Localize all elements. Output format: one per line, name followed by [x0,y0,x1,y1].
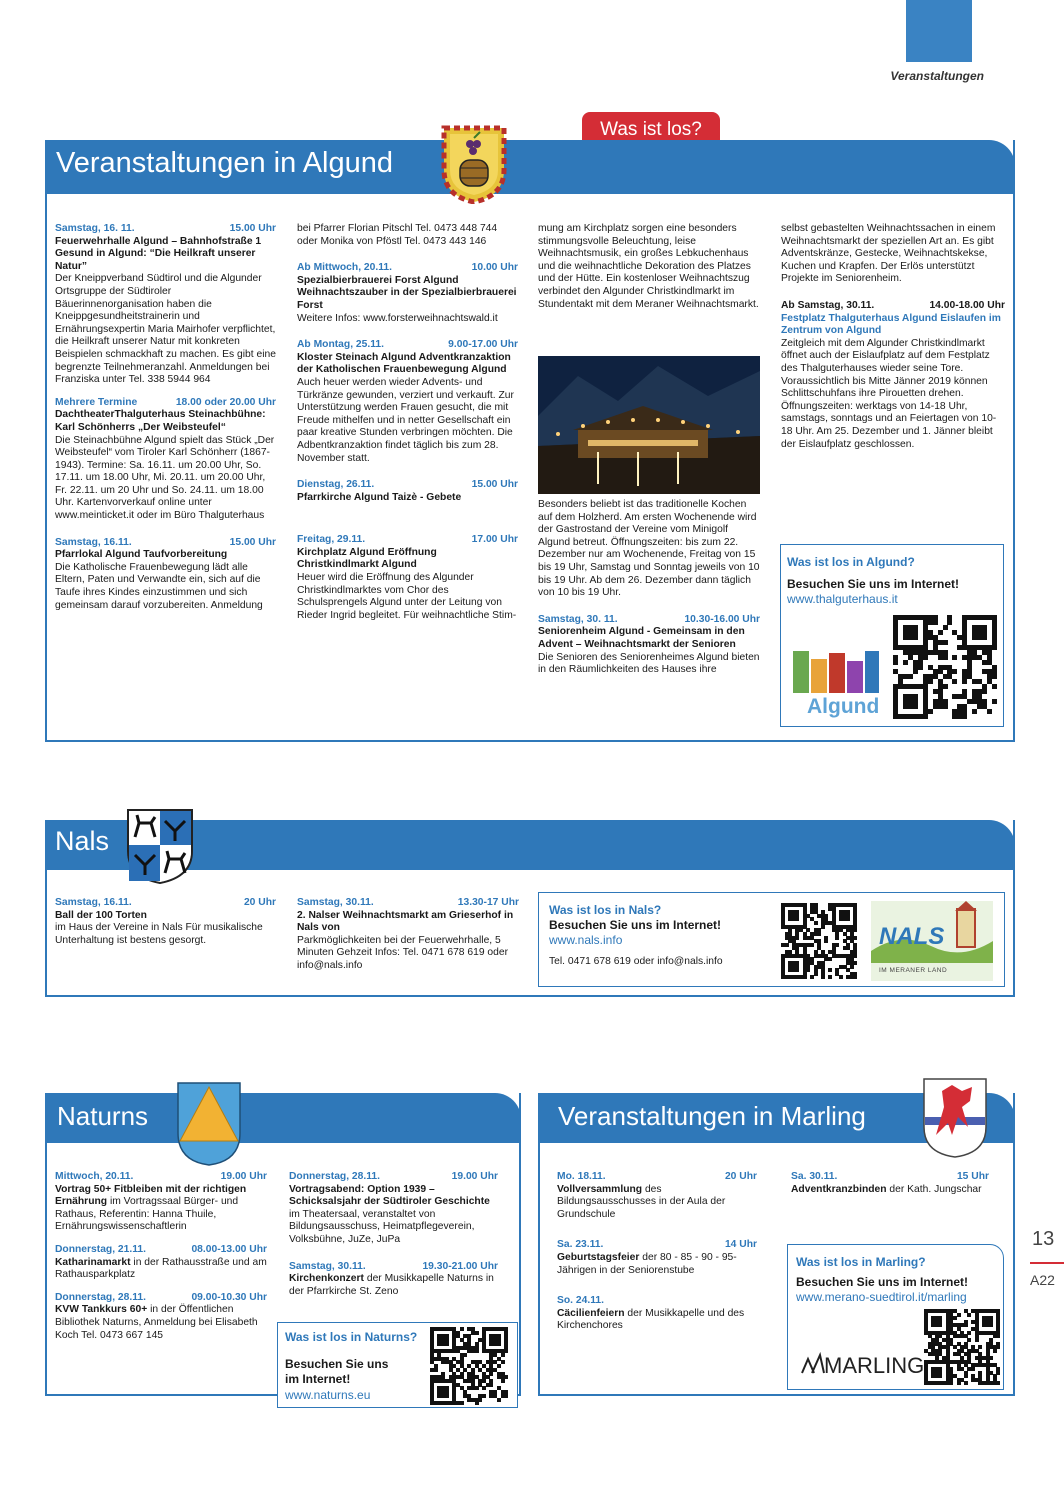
qr-module [975,1338,979,1342]
event-heading: Feuerwehrhalle Algund – Bahnhofstraße 1 Gesund in Algund: “Die Heilkraft unserer Natur” [55,235,262,272]
qr-module [463,1353,467,1357]
info-url-link[interactable]: www.nals.info [549,933,623,947]
qr-module [938,1323,942,1327]
qr-module [475,1386,479,1390]
event-heading: Pfarrlokal Algund Taufvorbereitung [55,549,228,561]
naturns-column-1 [55,1171,267,1352]
qr-module [913,669,918,674]
qr-module [913,704,918,709]
event-body: in der Rathausstraße und am Rathausparkplatz [55,1256,267,1281]
qr-module [853,936,857,940]
event-date: Samstag, 16.11. [55,536,132,548]
naturns-column-2 [289,1171,498,1308]
qr-module [938,1374,942,1378]
event-date: Samstag, 16. 11. [55,223,135,234]
qr-module [501,1379,505,1383]
event-date: Ab Montag, 25.11. [297,339,384,351]
event-body: der 80 - 85 - 90 - 95-Jährigen in der Seniorenstube [557,1251,737,1276]
qr-module [943,640,948,645]
nals-logo [871,901,993,981]
naturns-title: Naturns [57,1101,149,1131]
algund-info-box [780,544,1004,727]
qr-module [835,936,839,940]
qr-module [964,1374,968,1378]
qr-module [497,1364,501,1368]
event-time: 10.30-16.00 Uhr [684,613,760,625]
qr-module [839,975,843,979]
qr-module [993,1349,997,1353]
event-time: 13.30-17 Uhr [457,897,519,908]
event-date: Donnerstag, 28.11. [289,1171,380,1182]
info-subtitle: Besuchen Sie uns im Internet! [787,577,960,591]
qr-module [504,1394,508,1398]
event-heading: Cäcilienfeiern [557,1307,625,1319]
qr-module [967,1338,971,1342]
event-time: 17.00 Uhr [471,534,518,546]
event-heading: Kirchplatz Algund Eröffnung Christkindlmarkt Algund [297,546,437,571]
qr-module [501,1353,505,1357]
event-time: 15 Uhr [956,1171,989,1182]
event-heading: Vortrag 50+ Fitbleiben mit der richtigen Ernährung [55,1183,247,1208]
event-date: Dienstag, 26.11. [297,479,375,491]
algund-column-3-lower [538,499,760,687]
event-date: Samstag, 30. 11. [538,613,618,625]
event-body: mung am Kirchplatz sorgen eine besonders stimmungsvolle Beleuchtung, leise Weihnachtsmusik, ein großes Lebkuchenhaus und die weihnachtliche Dekoration des Platzes und der Hütte. Ein kostenloser Weihnachtszug verbindet den Algunder Christkindlmarkt im Stundentakt mit dem Meraner Weihnachtsmarkt. [538,223,759,310]
event-body: Die Steinachbühne Algund spielt das Stück „Der Weibsteufel“ vom Tiroler Karl Schönherr (1867-1943). Termine: Sa. 16.11. um 20.00 Uhr, So. 17.11. um 18.00 Uhr, Mi. 20.11. um 20.00 Uhr, Fr. 22.11. um 20 Uhr und So. 24.11. um 18.00 Uhr. Kartenvorverkauf online unter www.meinticket.it oder im Büro Thalguterhaus [55,434,275,522]
qr-module [504,1375,508,1379]
qr-module [982,689,987,694]
algund-column-1 [55,223,276,622]
qr-module [893,660,898,665]
qr-module [996,1334,1000,1338]
qr-module [460,1327,464,1331]
qr-module [460,1401,464,1405]
event-heading: Katharinamarkt [55,1256,131,1268]
qr-module [482,1386,486,1390]
algund-title: Veranstaltungen in Algund [56,147,393,179]
qr-module [989,1356,993,1360]
qr-module [835,943,839,947]
qr-module [795,917,799,921]
qr-module [953,1316,957,1320]
event-date: So. 24.11. [557,1295,604,1307]
marling-logo-text: MARLING [824,1353,925,1378]
qr-module [785,943,789,947]
qr-module [964,1323,968,1327]
qr-module [846,917,850,921]
page-code: A22 [1030,1272,1055,1288]
qr-module [992,699,997,704]
qr-module [938,630,943,635]
algund-logo-text: Algund [807,695,880,718]
event-heading: Vollversammlung [557,1183,643,1195]
qr-module [824,939,828,943]
qr-module [489,1372,493,1376]
event-heading: Ball der 100 Torten [55,909,147,921]
event-heading: Seniorenheim Algund - Gemeinsam in den Advent – Weihnachtsmarkt der Senioren [538,626,745,650]
qr-module [952,669,957,674]
event-heading: Vortragsabend: Option 1939 – Schicksalsjahr der Südtiroler Geschichte [289,1183,490,1208]
qr-module [928,679,933,684]
qr-module [821,925,825,929]
event-time: 10.00 Uhr [471,262,518,274]
page-divider [1030,1262,1064,1264]
qr-module [853,961,857,965]
qr-module [501,1360,505,1364]
qr-module [810,943,814,947]
qr-module [949,1381,953,1385]
qr-module [982,635,987,640]
event-body: in der Öffentlichen Bibliothek Naturns, Anmeldung bei Elisabeth Koch Tel. 0473 667 145 [55,1304,258,1341]
algund-qr-code [893,615,997,721]
event-body: der Kath. Jungschar [889,1183,982,1195]
nals-logo-subtext: IM MERANER LAND [879,967,948,974]
naturns-crest-icon [176,1081,242,1167]
qr-module [947,620,952,625]
event-heading: Kloster Steinach Algund Adventkranzaktion der Katholischen Frauenbewegung Algund [297,351,511,376]
event-body: Weitere Infos: www.forsterweihnachtswald.it [297,312,498,324]
qr-module [943,625,948,630]
qr-module [806,968,810,972]
info-subtitle: Besuchen Sie uns im Internet! [796,1275,969,1289]
qr-module [828,968,832,972]
qr-module [478,1398,482,1402]
qr-module [943,655,948,660]
qr-module [971,1367,975,1371]
event-body: Heuer wird die Eröffnung des Algunder Christkindlmarktes vom Chor des Schulsprengels Algund unter der Leitung von Rieder Ingrid begleitet. Für weihnachtliche Stim- [297,572,517,621]
qr-module [497,1342,501,1346]
qr-module [957,1313,961,1317]
event-heading: Kirchenkonzert [289,1273,364,1285]
qr-module [853,954,857,958]
event-heading: Adventkranzbinden [791,1183,887,1195]
qr-module [978,1345,982,1349]
algund-column-2 [297,223,518,632]
event-body: Die Katholische Frauenbewegung lädt alle Eltern, Paten und Verwandte ein, sich auf die Taufe ihres Kindes einzustimmen und sich gemeinsam darauf vorzubereiten. Anmeldung [55,561,263,611]
info-title: Was ist los in Naturns? [285,1330,418,1344]
algund-crest-icon [440,124,508,204]
qr-module [943,684,948,689]
qr-module [803,975,807,979]
qr-module [952,679,957,684]
event-body: selbst gebastelten Weihnachtssachen in einem Weihnachtsmarkt der speziellen Art an. Es gibt Adventskränze, Gestecke, Weihnachtskekse, Kuchen und Krapfen. Der Erlös unterstützt Projekte im Seniorenheim. [781,223,996,285]
qr-module [967,1331,971,1335]
info-title: Was ist los in Marling? [796,1255,926,1269]
qr-module [817,932,821,936]
event-body: im Theatersaal, veranstaltet von Bildungsausschuss, Heimatpflegeverein, Volksbühne, JuZe, JuPa [289,1208,475,1245]
event-time: 14.00-18.00 Uhr [929,299,1005,311]
qr-module [850,965,854,969]
event-body: im Vortragssaal Bürger- und Rathaus, Referentin: Hanna Thuile, Ernährungswissenschaftlerin [55,1196,239,1233]
event-heading: 2. Nalser Weihnachtsmarkt am Grieserhof in Nals von [297,909,514,934]
qr-module [795,936,799,940]
event-time: 09.00-10.30 Uhr [191,1291,267,1303]
event-time: 14 Uhr [724,1239,757,1251]
event-body: Zeitgleich mit dem Algunder Christkindlmarkt öffnet auch der Eislaufplatz auf dem Festplatz des Thalguterhauses wieder seine Tore. Voraussichtlich bis Mitte Jänner 2019 können Schlittschuhfans ihre Pirouetten drehen. Öffnungszeiten: werktags von 14-18 Uhr, samstags, sonntags und an Feiertagen von 10-18 Uhr. Am 25. Dezember und 1. Jänner bleibt der Eislaufplatz geschlossen. [781,337,997,450]
event-date: Mo. 18.11. [557,1171,606,1182]
qr-module [445,1394,449,1398]
algund-column-4 [781,223,1005,461]
event-heading: Pfarrkirche Algund Taizè - Gebete [297,491,462,503]
nals-crest-icon [125,807,195,885]
qr-module [828,957,832,961]
event-date: Samstag, 16.11. [55,897,132,908]
event-body: Besonders beliebt ist das traditionelle Kochen auf dem Holzherd. Am ersten Wochenende wird der Gastrostand der Vereine vom Minigolf Algund betreut. Öffnungszeiten: bis zum 22. Dezember nur am Wochenende, Freitag von 15 bis 19 Uhr, Samstag und Sonntag jeweils von 10 bis 19 Uhr. Ab dem 26. Dezember dann täglich von 10 bis 19 Uhr. [538,499,760,599]
marling-crest-icon [922,1077,988,1159]
event-time: 18.00 oder 20.00 Uhr [175,396,276,408]
qr-module [908,674,913,679]
event-time: 15.00 Uhr [471,479,518,491]
qr-module [475,1401,479,1405]
event-date: Ab Mittwoch, 20.11. [297,262,392,274]
info-subtitle: Besuchen Sie uns im Internet! [285,1357,389,1386]
event-date: Sa. 23.11. [557,1239,604,1251]
info-url-link[interactable]: www.naturns.eu [285,1388,371,1402]
event-body: Der Kneippverband Südtirol und die Algunder Ortsgruppe der Südtiroler Bäuerinnenorganisation haben die Kneippgesundheitstrainerin und Ernährungsexpertin Maria Mairhofer verpflichtet, die Heilkraft unserer Natur mit konkreten Beispielen schmackhaft zu machen. Es gibt eine begrenzte Teilnehmeranzahl. Anmeldungen bei Franziska unter Tel. 338 5944 964 [55,273,276,386]
event-time: 15.00 Uhr [229,536,276,548]
event-time: 19.30-21.00 Uhr [422,1260,498,1272]
qr-module [918,665,923,670]
qr-module [853,975,857,979]
page-number: 13 [1032,1228,1055,1250]
naturns-info-box [277,1322,518,1408]
nals-title: Nals [55,826,110,856]
marling-info-box [787,1244,1004,1390]
qr-module [962,714,967,719]
event-date: Donnerstag, 21.11. [55,1243,146,1255]
qr-module [482,1394,486,1398]
info-title: Was ist los in Algund? [787,555,915,569]
qr-module [992,645,997,650]
event-date: Samstag, 30.11. [289,1260,366,1272]
event-time: 19.00 Uhr [451,1171,498,1182]
qr-module [928,709,933,714]
qr-module [992,684,997,689]
marling-column-2 [791,1171,989,1196]
qr-module [987,709,992,714]
qr-module [962,679,967,684]
nals-info-box [538,892,1005,987]
qr-module [853,928,857,932]
qr-module [972,709,977,714]
qr-module [795,968,799,972]
marling-title: Veranstaltungen in Marling [558,1101,866,1131]
qr-module [943,704,948,709]
event-date: Samstag, 30.11. [297,897,374,908]
info-subtitle: Besuchen Sie uns im Internet! [549,918,722,932]
christkindlmarkt-photo [538,356,760,494]
event-body: Die Senioren des Seniorenheimes Algund bieten in den Räumlichkeiten des Hauses ihre [538,651,760,676]
qr-module [445,1342,449,1346]
event-time: 20 Uhr [724,1171,757,1182]
qr-module [923,655,928,660]
qr-module [996,1345,1000,1349]
event-date: Sa. 30.11. [791,1171,838,1182]
event-time: 20 Uhr [243,897,276,908]
info-url-link[interactable]: www.thalguterhaus.it [787,592,898,606]
event-heading: Geburtstagsfeier [557,1251,640,1263]
qr-module [923,714,928,719]
event-date: Ab Samstag, 30.11. [781,299,875,311]
qr-module [434,1368,438,1372]
qr-module [475,1331,479,1335]
qr-module [504,1349,508,1353]
nals-column-1 [55,897,276,947]
event-body: bei Pfarrer Florian Pitschl Tel. 0473 448 744 oder Monika von Pföstl Tel. 0473 443 146 [297,223,498,247]
qr-module [497,1398,501,1402]
qr-module [989,1323,993,1327]
naturns-qr-code [430,1327,514,1405]
qr-module [814,921,818,925]
event-date: Donnerstag, 28.11. [55,1291,146,1303]
was-ist-los-bubble: Was ist los? [582,112,720,148]
event-heading: DachtheaterThalguterhaus Steinachbühne: Karl Schönherrs „Der Weibsteufel“ [55,409,266,433]
qr-module [964,1381,968,1385]
event-body: der Musikkapelle Naturns in der Pfarrkirche St. Zeno [289,1273,494,1297]
info-url-link[interactable]: www.merano-suedtirol.it/marling [796,1290,967,1304]
event-time: 19.00 Uhr [220,1171,267,1182]
info-title: Was ist los in Nals? [549,903,662,917]
qr-module [489,1383,493,1387]
event-date: Mittwoch, 20.11. [55,1171,134,1182]
event-time: 15.00 Uhr [229,223,276,234]
qr-module [903,660,908,665]
event-body: Parkmöglichkeiten bei der Feuerwehrhalle, 5 Minuten Gehzeit Infos: Tel. 0471 678 619 oder info@nals.info [297,934,509,971]
event-time: 08.00-13.00 Uhr [191,1243,267,1255]
event-body: im Haus der Vereine in Nals Für musikalische Unterhaltung ist bestens gesorgt. [55,922,263,946]
qr-module [828,975,832,979]
event-heading: Festplatz Thalguterhaus Algund Eislaufen im Zentrum von Algund [781,312,1001,337]
nals-logo-text: NALS [879,923,945,950]
marling-qr-code [924,1309,1000,1387]
event-body: Auch heuer werden wieder Advents- und Türkränze gewunden, verziert und verkauft. Zur Unterstützung werden Frauen gesucht, die mit Freude mithelfen und in netter Gesellschaft ein paar kreative Stunden verbringen möchten. Die Adbentkranzaktion findet täglich bis zum 28. November statt. [297,376,514,464]
qr-module [992,674,997,679]
algund-column-3 [538,223,760,321]
event-heading: KVW Tankkurs 60+ [55,1304,148,1316]
info-contact: Tel. 0471 678 619 oder info@nals.info [549,956,723,967]
marling-church-icon [800,1351,826,1375]
nals-column-2 [297,897,519,973]
event-date: Mehrere Termine [55,396,138,408]
nals-qr-code [781,903,857,979]
event-heading: Spezialbierbrauerei Forst Algund Weihnachtszauber in der Spezialbierbrauerei Forst [297,274,517,311]
event-body: der Musikkapelle und des Kirchenchores [557,1307,745,1332]
event-date: Freitag, 29.11. [297,534,366,546]
top-tab-marker [906,0,972,62]
qr-module [810,975,814,979]
event-time: 9.00-17.00 Uhr [448,339,518,351]
qr-module [996,1381,1000,1385]
qr-module [475,1349,479,1353]
qr-module [933,620,938,625]
marling-column-1 [557,1171,757,1343]
qr-module [957,1381,961,1385]
qr-module [821,975,825,979]
event-body: des Bildungsausschusses in der Aula der Grundschule [557,1183,726,1220]
qr-module [913,635,918,640]
qr-module [952,655,957,660]
section-label: Veranstaltungen [890,69,984,83]
qr-module [967,1313,971,1317]
qr-module [996,1371,1000,1375]
qr-module [814,972,818,976]
